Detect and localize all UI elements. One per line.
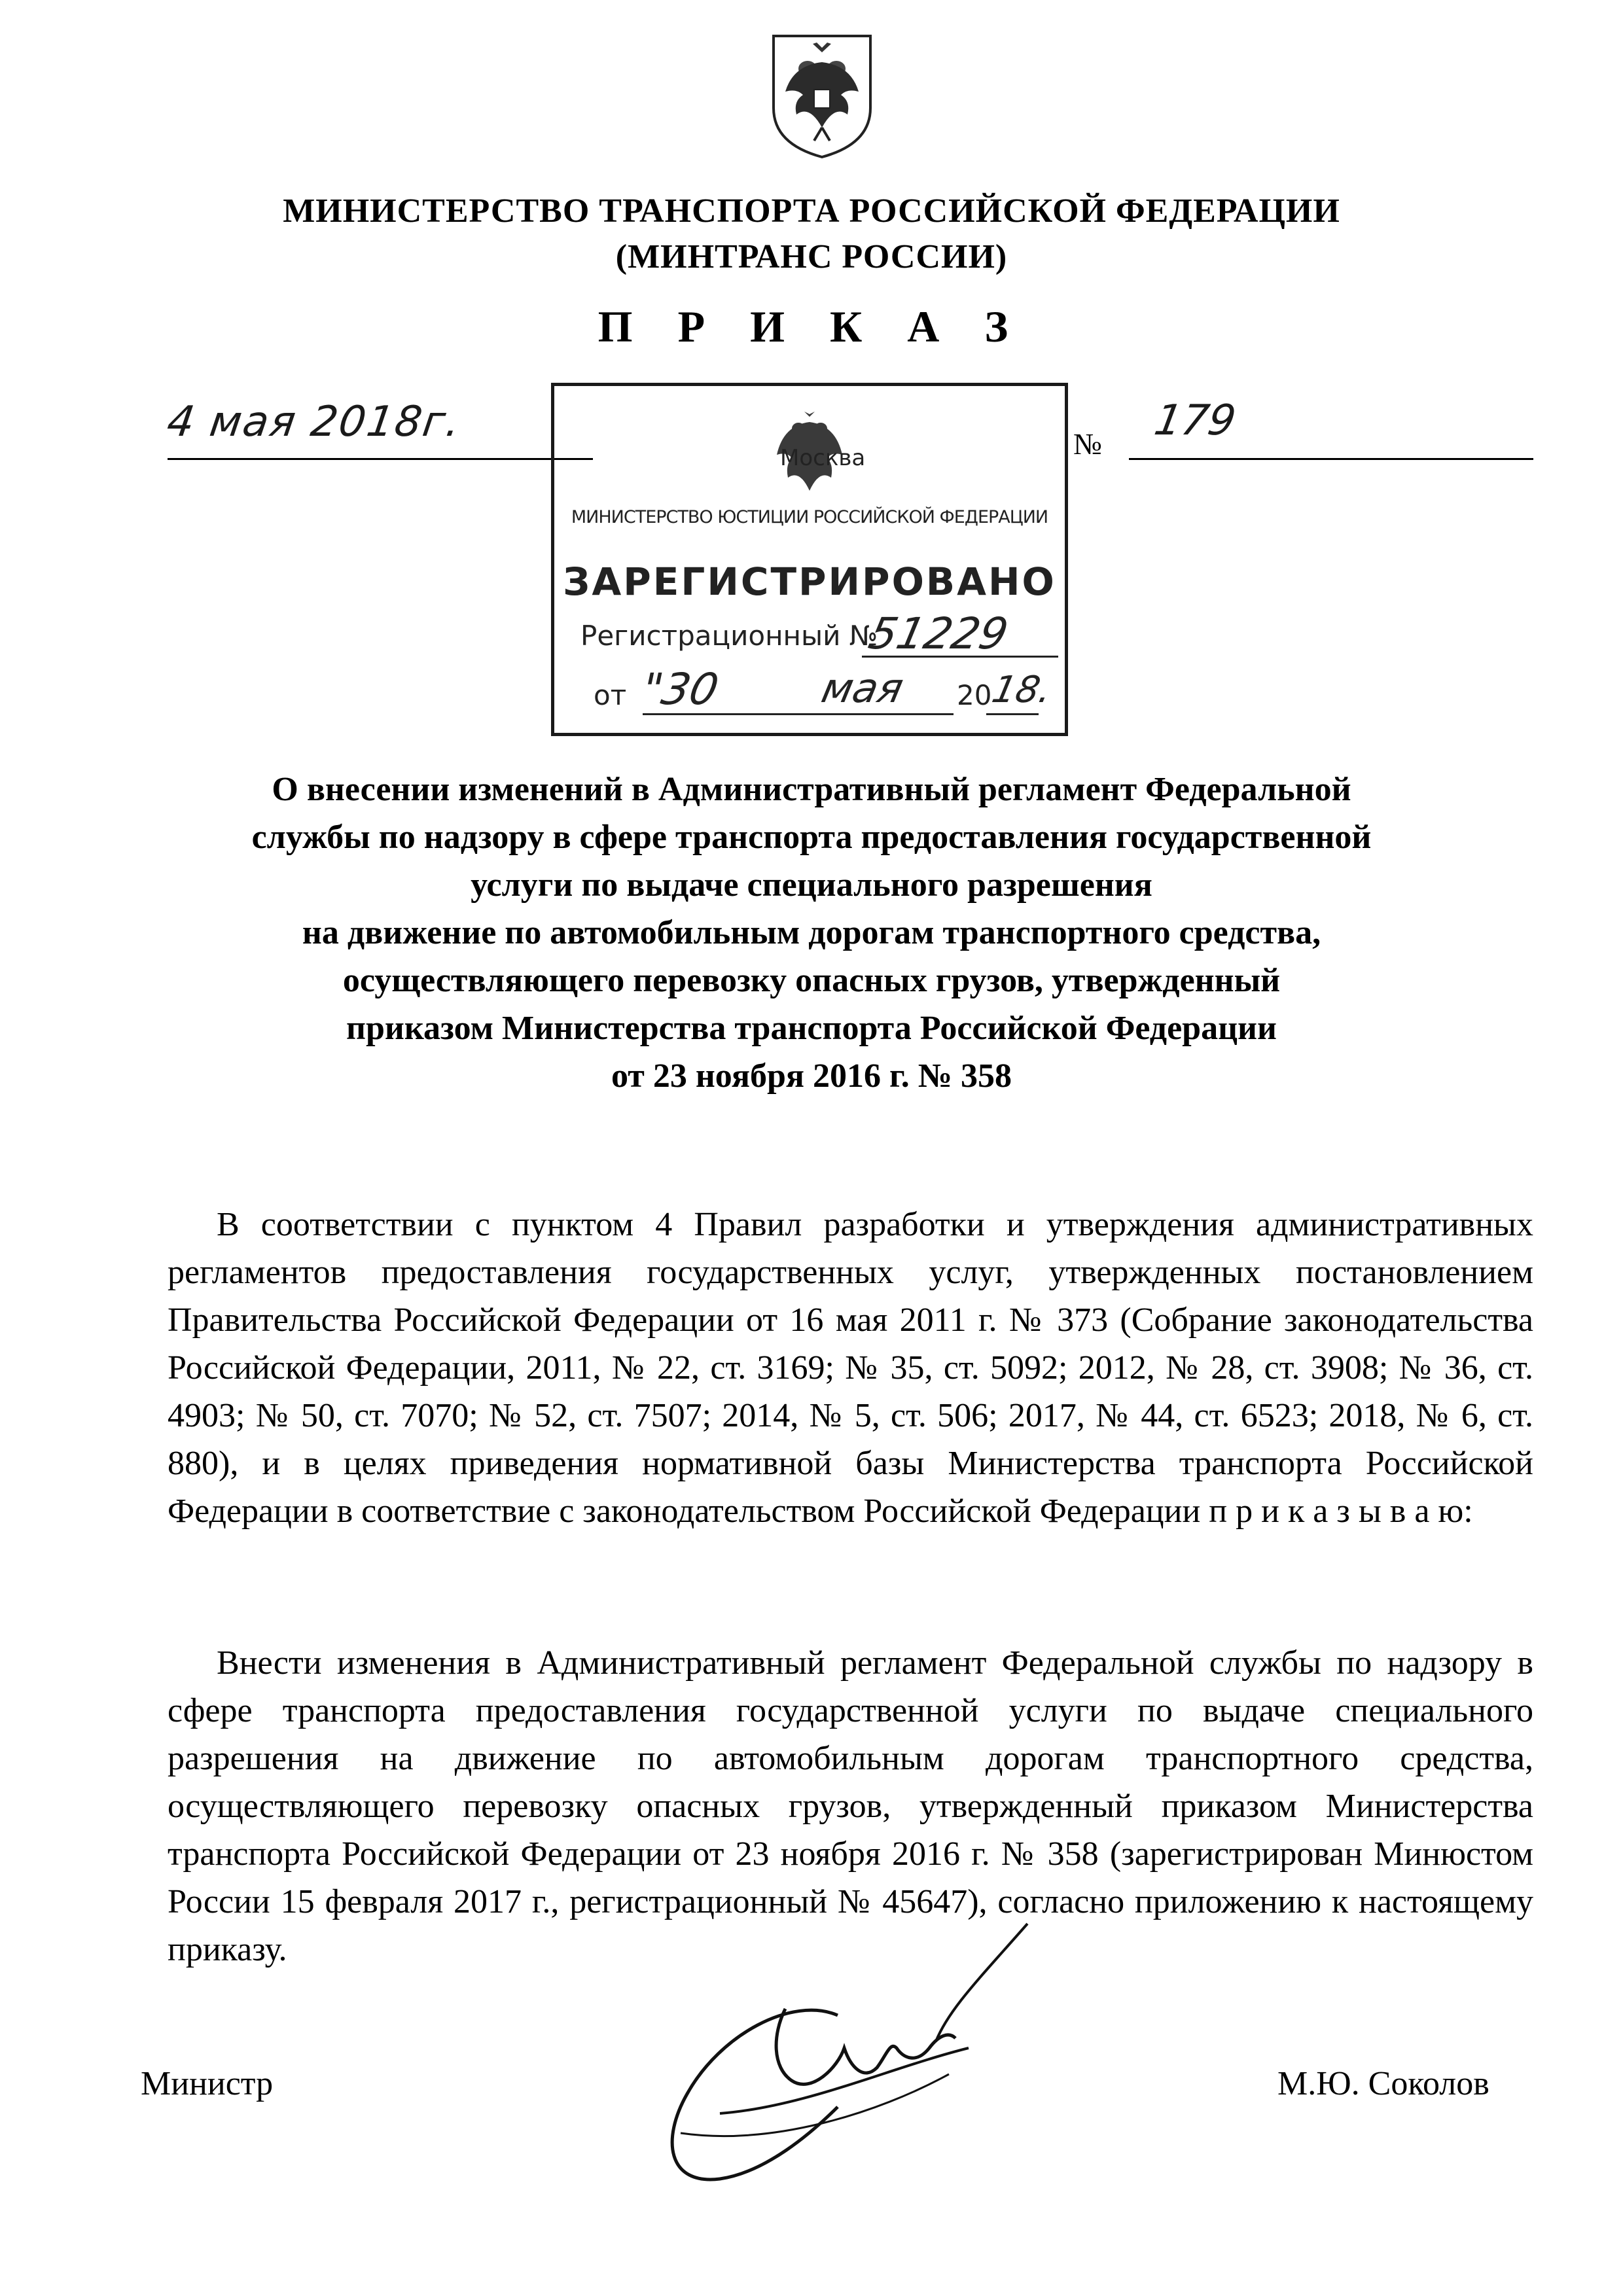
title-line: осуществляющего перевозку опасных грузов, утвержденный	[342, 962, 1281, 999]
order-date-handwritten: 4 мая 2018г.	[164, 398, 465, 446]
title-line: на движение по автомобильным дорогам транспортного средства,	[302, 914, 1321, 951]
signatory-position: Министр	[141, 2065, 274, 2102]
stamp-ministry: МИНИСТЕРСТВО ЮСТИЦИИ РОССИЙСКОЙ ФЕДЕРАЦИИ	[571, 507, 1048, 527]
order-date-line	[168, 458, 593, 460]
registration-stamp	[551, 383, 1068, 736]
stamp-reg-number-handwritten: 51229	[864, 609, 1013, 659]
title-line: О внесении изменений в Административный регламент Федеральной	[272, 771, 1351, 808]
title-line: от 23 ноября 2016 г. № 358	[611, 1057, 1012, 1095]
order-number-label: №	[1073, 427, 1102, 461]
coat-of-arms-icon	[767, 29, 877, 160]
preamble-paragraph	[168, 1201, 1533, 1535]
ministry-name: МИНИСТЕРСТВО ТРАНСПОРТА РОССИЙСКОЙ ФЕДЕРАЦИИ	[283, 192, 1340, 230]
stamp-reg-number-line	[862, 656, 1058, 658]
preamble-text: В соответствии с пунктом 4 Правил разработки и утверждения административных регламентов предоставления государственных услуг, утвержденных постановлением Правительства Российской Федерации от 16 мая 2011 г. № 373 (Собрание законодательства Российской Федерации, 2011, № 22, ст. 3169; № 35, ст. 5092; 2012, № 28, ст. 3908; № 36, ст. 4903; № 50, ст. 7070; № 52, ст. 7507; 2014, № 5, ст. 506; 2017, № 44, ст. 6523; 2018, № 6, ст. 880), и в целях приведения нормативной базы Министерства транспорта Российской Федерации в соответствие с законодательством Российской Федерации	[168, 1206, 1533, 1530]
stamp-date-month-line	[819, 713, 954, 715]
ministry-abbreviation: (МИНТРАНС РОССИИ)	[615, 238, 1008, 275]
order-text: Внести изменения в Административный регламент Федеральной службы по надзору в сфере транспорта предоставления государственной услуги по выдаче специального разрешения на движение по автомобильным дорогам транспортного средства, осуществляющего перевозку опасных грузов, утвержденный приказом Министерства транспорта Российской Федерации от 23 ноября 2016 г. № 358 (зарегистрирован Минюстом России 15 февраля 2017 г., регистрационный № 45647), согласно приложению к настоящему приказу.	[168, 1644, 1533, 1968]
document-title	[131, 766, 1492, 1100]
stamp-status: ЗАРЕГИСТРИРОВАНО	[563, 559, 1056, 604]
stamp-date-label: от	[594, 679, 627, 711]
title-line: услуги по выдаче специального разрешения	[471, 866, 1152, 904]
stamp-date-day-line	[643, 713, 819, 715]
order-verb: п р и к а з ы в а ю:	[1209, 1492, 1473, 1530]
stamp-date-month-handwritten: мая	[817, 664, 908, 712]
stamp-date-day-handwritten: "30	[637, 664, 723, 715]
stamp-city: Москва	[780, 445, 866, 471]
stamp-year-line	[986, 713, 1039, 715]
title-line: службы по надзору в сфере транспорта предоставления государственной	[251, 819, 1372, 856]
order-number-line	[1129, 458, 1533, 460]
stamp-year-prefix: 20	[957, 679, 992, 711]
title-line: приказом Министерства транспорта Российской Федерации	[346, 1010, 1277, 1047]
order-number-handwritten: 179	[1150, 397, 1240, 445]
signatory-name: М.Ю. Соколов	[1277, 2065, 1489, 2102]
stamp-reg-number-label: Регистрационный №	[580, 620, 878, 652]
ministry-header	[0, 188, 1623, 280]
handwritten-signature	[641, 1917, 1047, 2205]
stamp-year-handwritten: 18.	[988, 669, 1056, 711]
document-type: П Р И К А З	[597, 302, 1026, 351]
